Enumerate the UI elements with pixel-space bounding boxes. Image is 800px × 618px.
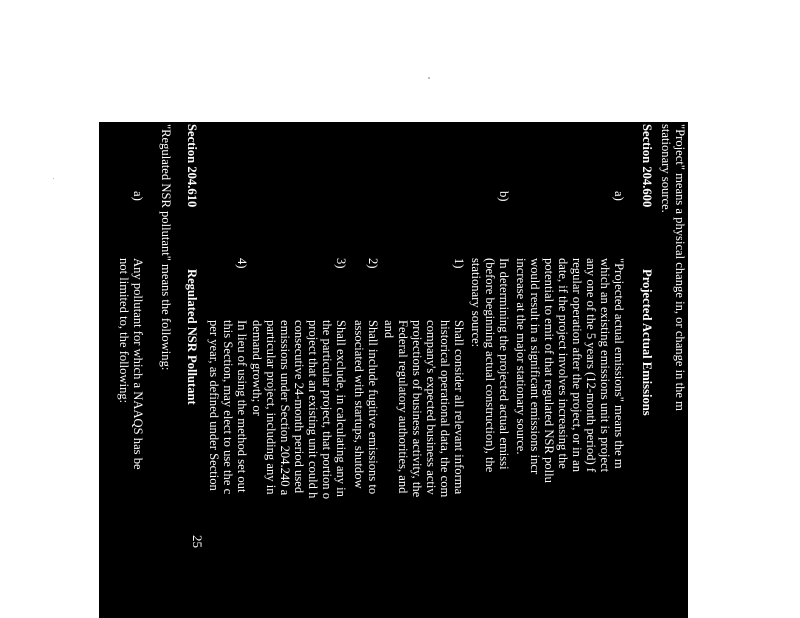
item-1-line-3: company's expected business activ xyxy=(424,320,438,495)
project-definition-line-1: "Project" means a physical change in, or change in the m xyxy=(673,124,687,411)
item-3-marker: 3) xyxy=(334,258,348,269)
item-4-marker: 4) xyxy=(235,258,249,269)
subsection-a-line-1: "Projected actual emissions" means the m xyxy=(612,258,626,469)
item-3-line-4: consecutive 24-month period used xyxy=(292,320,306,494)
subsection-b-line-3: stationary source: xyxy=(469,258,483,348)
item-2-line-2: associated with startups, shutdow xyxy=(352,320,366,489)
item-4-line-1: In lieu of using the method set out xyxy=(235,320,249,493)
subsection-a-line-2: which an existing emissions unit is project xyxy=(598,258,612,473)
section-204-610-title: Regulated NSR Pollutant xyxy=(185,269,199,405)
regulated-subsection-a-line-1: Any pollutant for which a NAAQS has be xyxy=(131,258,145,470)
subsection-a-line-7: would result in a significant emissions incr xyxy=(528,258,542,475)
item-1-line-5: Federal regulatory authorities, and xyxy=(396,320,410,494)
subsection-a-marker: a) xyxy=(612,191,626,201)
subsection-a-line-3: any one of the 5 years (12-month period) f xyxy=(584,258,598,473)
item-3-line-2: the particular project, that portion o xyxy=(320,320,334,500)
item-4-line-2: this Section, may elect to use the c xyxy=(221,320,235,495)
item-3-line-3: project that an existing unit could h xyxy=(306,320,320,499)
section-204-600-title: Projected Actual Emissions xyxy=(640,269,654,416)
subsection-b-line-2: (before beginning actual construction), the xyxy=(483,258,497,473)
subsection-a-line-6: potential to emit of that regulated NSR pollu xyxy=(542,258,556,483)
page-text-rotated xyxy=(99,122,688,618)
section-204-610-number: Section 204.610 xyxy=(185,124,199,208)
item-1-line-1: Shall consider all relevant informa xyxy=(452,320,466,495)
subsection-b-marker: b) xyxy=(497,191,511,202)
regulated-nsr-definition: "Regulated NSR pollutant" means the following: xyxy=(159,124,173,371)
item-3-line-6: particular project, including any in xyxy=(264,320,278,495)
item-3-line-1: Shall exclude, in calculating any in xyxy=(334,320,348,497)
scan-speck xyxy=(428,77,430,79)
item-1-line-2: historical operational data, the com xyxy=(438,320,452,498)
subsection-b-line-1: In determining the projected actual emissi xyxy=(497,258,511,470)
regulated-subsection-a-line-2: not limited to, the following: xyxy=(117,258,131,404)
item-1-line-4: projections of business activity, the xyxy=(410,320,424,498)
regulated-subsection-a-marker: a) xyxy=(131,191,145,201)
subsection-a-line-8: increase at the major stationary source. xyxy=(514,258,528,455)
item-2-marker: 2) xyxy=(366,258,380,269)
item-4-line-3: per year, as defined under Section xyxy=(207,320,221,491)
item-3-line-7: demand growth; or xyxy=(250,320,264,416)
subsection-a-line-4: regular operation after the project, or in an xyxy=(570,258,584,472)
item-1-marker: 1) xyxy=(452,258,466,269)
item-1-line-6: and xyxy=(382,320,396,339)
page-number: 25 xyxy=(190,535,205,548)
item-3-line-5: emissions under Section 204.240 a xyxy=(278,320,292,496)
item-2-line-1: Shall include fugitive emissions to xyxy=(366,320,380,495)
subsection-a-line-5: date, if the project involves increasing the xyxy=(556,258,570,469)
section-204-600-number: Section 204.600 xyxy=(640,124,654,208)
scanned-page xyxy=(99,122,688,618)
scan-speck xyxy=(53,178,54,179)
project-definition-line-2: stationary source. xyxy=(659,124,673,213)
